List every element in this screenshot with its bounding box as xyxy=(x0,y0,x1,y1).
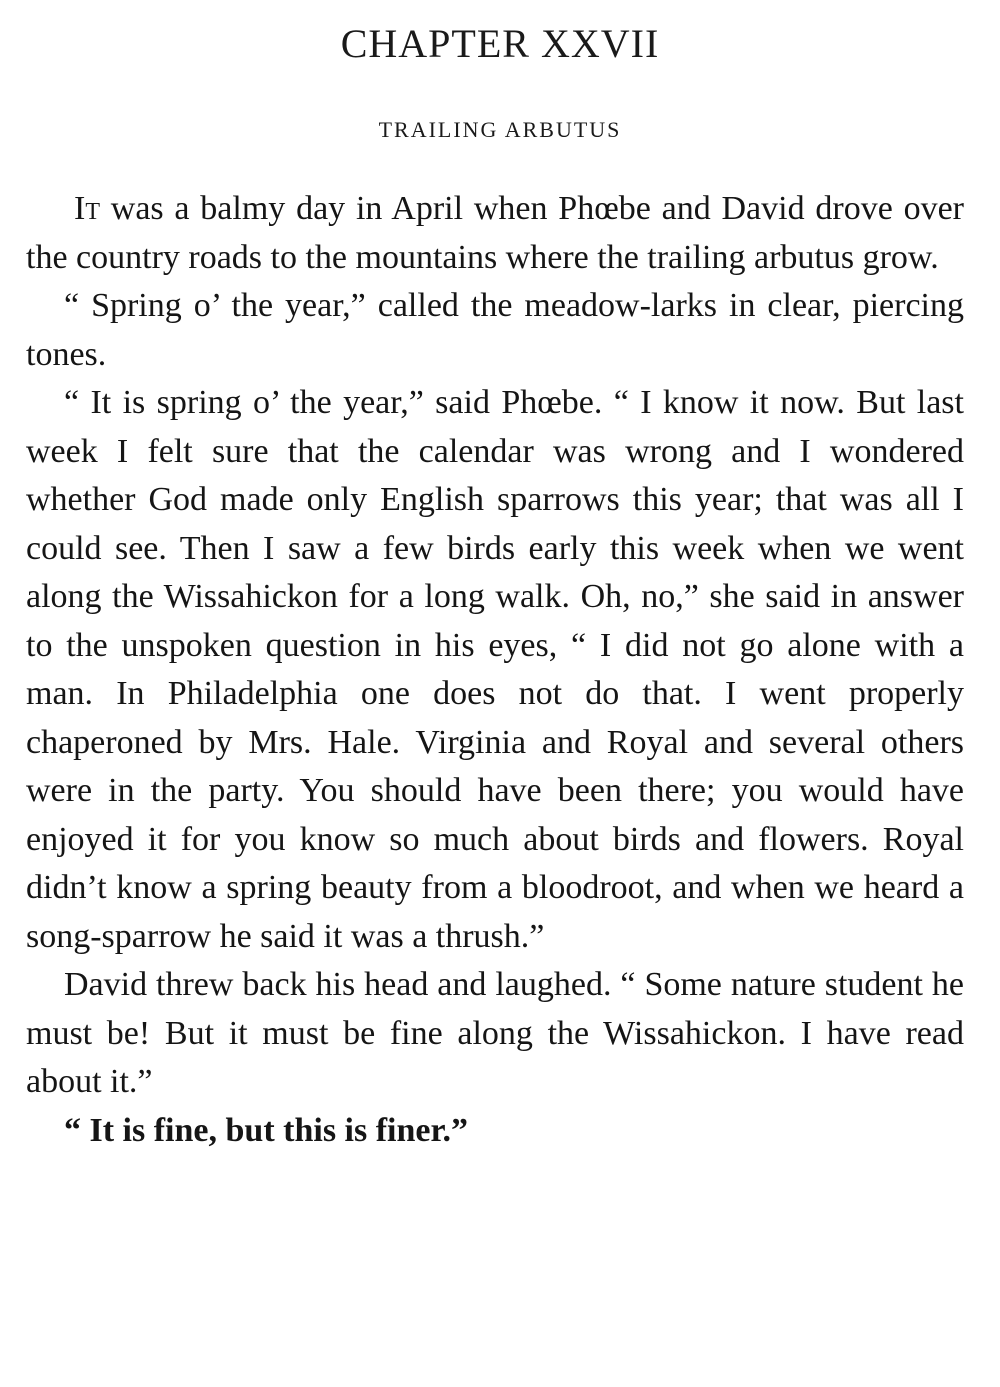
paragraph-lead-word: It xyxy=(74,190,100,227)
chapter-heading: CHAPTER XXVII xyxy=(340,21,660,66)
paragraph-4: David threw back his head and laughed. “ Some nature student he must be! But it must be fine along the Wissahickon. I have read about it.” xyxy=(26,966,964,1100)
chapter-body xyxy=(26,185,964,1155)
paragraph-2: “ Spring o’ the year,” called the meadow-larks in clear, piercing tones. xyxy=(26,287,964,373)
paragraph-3: “ It is spring o’ the year,” said Phœbe. “ I know it now. But last week I felt sure that the calendar was wrong and I wondered whether God made only English sparrows this year; that was all I could see. Then I saw a few birds early this week when we went along the Wissahickon for a long walk. Oh, no,” she said in answer to the unspoken question in his eyes, “ I did not go alone with a man. In Philadelphia one does not do that. I went properly chaperoned by Mrs. Hale. Virginia and Royal and several others were in the party. You should have been there; you would have enjoyed it for you know so much about birds and flowers. Royal didn’t know a spring beauty from a bloodroot, and when we heard a song-sparrow he said it was a thrush.” xyxy=(26,384,964,955)
paragraph-1 xyxy=(26,185,964,282)
paragraph-text: was a balmy day in April when Phœbe and David drove over the country roads to the mountains where the trailing arbutus grow. xyxy=(26,190,964,276)
paragraph-5: “ It is fine, but this is finer.” xyxy=(64,1111,468,1149)
chapter-subtitle: TRAILING ARBUTUS xyxy=(378,117,622,142)
